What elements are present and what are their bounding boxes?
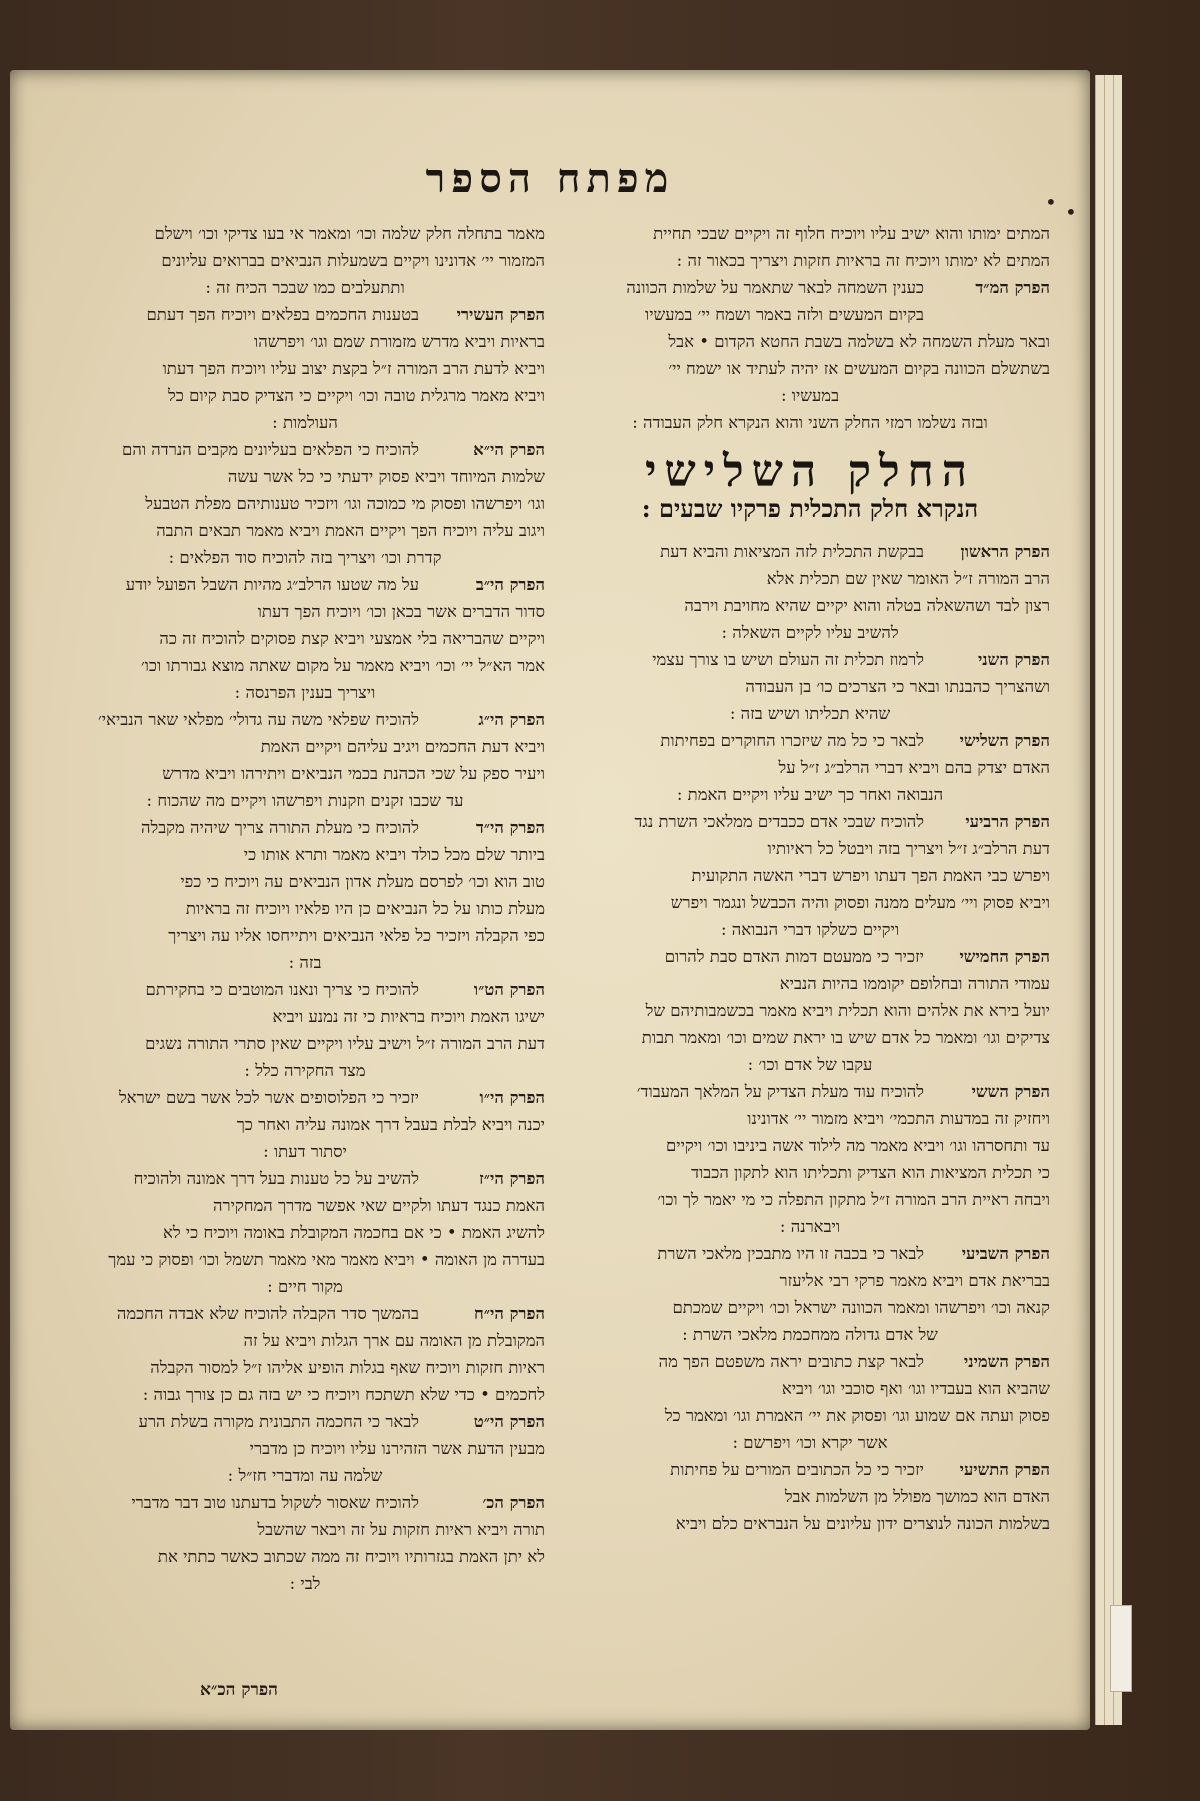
text-line: בראיות ויביא מדרש מזמורת שמם וגו׳ ויפרשהו bbox=[254, 332, 545, 351]
text-line: להוכיח שבכי אדם ככבדים ממלאכי השרת נגד bbox=[634, 812, 924, 831]
text-line: יזכיר כי כל הכתובים המורים על פחיתות bbox=[670, 1460, 924, 1479]
text-line: שהביא הוא בעבדיו וגו׳ ואף סוכבי וגו׳ ויביא bbox=[781, 1379, 1050, 1398]
text-line: בקיום המעשים ולזה באמר ושמח יי׳ במעשיו bbox=[645, 305, 924, 324]
chapter-entry bbox=[65, 1165, 545, 1192]
text-line: האמת כנגד דעתו ולקיים שאי אפשר מדרך המחקירה bbox=[213, 1196, 545, 1215]
text-line: להוכיח שאסור לשקול בדעתנו טוב דבר מדברי bbox=[131, 1493, 419, 1512]
text-line: לבאר קצת כתובים יראה משפטם הפך מה bbox=[658, 1352, 924, 1371]
chapter-heading: הפרק הרביעי bbox=[965, 812, 1050, 831]
text-line: להוכיח כי צריך ונאנו המוטבים כי בחקירתם bbox=[145, 980, 419, 999]
chapter-entry bbox=[570, 943, 1050, 970]
chapter-entry bbox=[65, 1408, 545, 1435]
text-line: לבאר כי כל מה שיזכרו החוקרים בפחיתות bbox=[660, 731, 924, 750]
text-line: עמודי התורה ובחלופם יקוממו בהיות הנביא bbox=[779, 974, 1050, 993]
text-line: על מה שטעו הרלב״ג מהיות השבל הפועל יודע bbox=[125, 575, 419, 594]
bookmark-tab bbox=[1110, 1605, 1132, 1692]
text-line: ויביא מאמר מרגלית טובה וכו׳ ויקיים כי הצדיק סבת קיום כל bbox=[168, 386, 545, 405]
text-line: ראיות חזקות ויוכיח שאף בגלות הופיע אליהו ז״ל למסור הקבלה bbox=[150, 1358, 545, 1377]
text-line: קנאה וכו׳ ויפרשהו ומאמר הכוונה ישראל וכו׳ ויקיים שמכתם bbox=[672, 1298, 1050, 1317]
text-line: של אדם גדולה ממחכמת מלאכי השרת : bbox=[682, 1325, 938, 1344]
text-line: מאמר בתחלה חלק שלמה וכו׳ ומאמר אי בעו צדיקי וכו׳ וישלם bbox=[154, 224, 545, 243]
text-line: ותתעלבים כמו שבכר הכיח זה : bbox=[205, 278, 405, 297]
text-line: מצד החקירה כלל : bbox=[244, 1061, 366, 1080]
chapter-entry bbox=[570, 274, 1050, 328]
text-line: ויצריך בענין הפרנסה : bbox=[234, 683, 376, 702]
text-line: לא יתן האמת בגזרותיו ויוכיח זה ממה שכתוב כאשר כתתי את bbox=[157, 1547, 545, 1566]
text-line: עד שכבו זקנים וזקנות ויפרשהו ויקיים מה שהכוח : bbox=[146, 791, 464, 810]
catchword: הפרק הכ״א bbox=[200, 1680, 278, 1700]
text-line: כי תכלית המציאות הוא הצדיק ותכליתו הוא לתקון הכבוד bbox=[691, 1163, 1050, 1182]
text-line: ויגוב עליה ויוכיח הפך ויקיים האמת ויביא מאמר תבאים התבה bbox=[156, 521, 545, 540]
part-subheading: הנקרא חלק התכלית פרקיו שבעים : bbox=[641, 494, 979, 523]
text-line: המקובלת מן האומה עם ארך הגלות ויביא על זה bbox=[243, 1331, 545, 1350]
chapter-entry bbox=[570, 1240, 1050, 1267]
text-line: עד ותחסרהו וגו׳ ויביא מאמר מה לילוד אשה ביניבו וכו׳ ויקיים bbox=[665, 1136, 1050, 1155]
text-line: העולמות : bbox=[272, 413, 338, 432]
text-line: במעשיו : bbox=[780, 386, 840, 405]
text-line: מעלת כותו על כל הנביאים כן היו פלאיו ויוכיח זה בראיות bbox=[185, 899, 545, 918]
text-line: לבאר כי החכמה התבונית מקורה בשלת הרע bbox=[138, 1412, 419, 1431]
text-line: צדיקים וגו׳ ומאמר כל אדם שיש בו יראת שמים וכו׳ ומאמר תבות bbox=[641, 1028, 1050, 1047]
text-line: קדרת וכו׳ ויצריך בזה להוכיח סוד הפלאים : bbox=[168, 548, 442, 567]
text-line: אמר הא״ל יי׳ וכו׳ ויביא מאמר על מקום שאתה מוצא גבורתו וכו׳ bbox=[140, 656, 545, 675]
chapter-heading: הפרק הכ׳ bbox=[482, 1493, 545, 1512]
text-line: ביותר שלם מכל כולד ויביא מאמר ותרא אותו כי bbox=[243, 845, 545, 864]
chapter-entry bbox=[65, 1489, 545, 1516]
chapter-entry bbox=[570, 538, 1050, 565]
text-line: ויביא לדעת הרב המורה ז״ל בקצת יצוב עליו ויוכיח הפך דעתו bbox=[162, 359, 545, 378]
text-line: תורה ויביא ראיות חזקות על זה ויבאר שהשבל bbox=[257, 1520, 545, 1539]
text-line: ויבארנה : bbox=[779, 1217, 841, 1236]
text-line: סדור הדברים אשר בכאן וכו׳ ויוכיח הפך דעתו bbox=[257, 602, 545, 621]
chapter-heading: הפרק הי״ו bbox=[479, 1088, 545, 1107]
text-line: האדם הוא כמושך מפולל מן השלמות אבל bbox=[784, 1487, 1050, 1506]
text-line: וגו׳ ויפרשהו ופסוק מי כמוכה וגו׳ ויזכיר טענותיהם מפלת הטבעל bbox=[145, 494, 545, 513]
chapter-entry bbox=[65, 814, 545, 841]
chapter-heading: הפרק השביעי bbox=[961, 1244, 1050, 1263]
text-line: ויפרש כבי האמת הפך דעתו ויפרש דברי האשה התקועית bbox=[691, 866, 1050, 885]
text-line: ויחזיק זה במדעות התכמי׳ ויביא מזמור יי׳ אדונינו bbox=[747, 1109, 1050, 1128]
text-line: ויבחה ראיית הרב המורה ז״ל מתקון התפלה כי מי יאמר לך וכו׳ bbox=[657, 1190, 1050, 1209]
page-mark: • bbox=[1065, 200, 1077, 224]
page-edge bbox=[1113, 75, 1122, 1725]
chapter-heading: הפרק התשיעי bbox=[959, 1460, 1050, 1479]
chapter-entry bbox=[570, 727, 1050, 754]
chapter-heading: הפרק השני bbox=[977, 650, 1050, 669]
text-line: טוב הוא וכו׳ לפרסם מעלת אדון הנביאים עה ויוכיח כי כפי bbox=[180, 872, 545, 891]
part-heading: החלק השלישי bbox=[644, 446, 976, 497]
chapter-heading: הפרק השמיני bbox=[963, 1352, 1050, 1371]
text-line: ובאר מעלת השמחה לא בשלמה בשבת החטא הקדום • אבל bbox=[668, 332, 1050, 351]
text-line: יזכיר כי הפלוסופים אשר לכל אשר בשם ישראל bbox=[118, 1088, 419, 1107]
text-line: ישיגו האמת ויוכיח בראיות כי זה נמנע ויביא bbox=[272, 1007, 545, 1026]
text-line: לבאר כי בכבה זו היו מתבכין מלאכי השרת bbox=[657, 1244, 924, 1263]
text-line: להוכיח שפלאי משה עה גדולי׳ מפלאי שאר הנביאי׳ bbox=[97, 710, 419, 729]
text-line: להשיב על כל טענות בעל דרך אמונה ולהוכיח bbox=[133, 1169, 419, 1188]
text-line: בזה : bbox=[288, 953, 322, 972]
chapter-heading: הפרק הששי bbox=[971, 1082, 1050, 1101]
chapter-heading: הפרק הי״ב bbox=[475, 575, 545, 594]
text-line: כענין השמחה לבאר שתאמר על שלמות הכוונה bbox=[626, 278, 924, 297]
text-line: לרמוז תכלית זה העולם ושיש בו צורך עצמי bbox=[652, 650, 924, 669]
text-line: המתים ימותו והוא ישיב עליו ויוכיח חלוף זה ויקיים שבכי תחיית bbox=[653, 224, 1050, 243]
text-line: להשיג האמת • כי אם בחכמה המקובלת באומה ויוכיח כי לא bbox=[162, 1223, 545, 1242]
chapter-entry bbox=[570, 1456, 1050, 1483]
text-line: דעת הרב המורה ז״ל וישיב עליו ויקיים שאין סתרי התורה נשגים bbox=[145, 1034, 545, 1053]
text-line: להוכיח כי מעלת התורה צריך שיהיה מקבלה bbox=[141, 818, 419, 837]
text-line: מקור חיים : bbox=[267, 1277, 343, 1296]
text-line: בעדרה מן האומה • ויביא מאמר מאי מאמר תשמל וכו׳ ופסוק כי עמך bbox=[108, 1250, 545, 1269]
text-line: ויקיים כשלקו דברי הנבואה : bbox=[720, 920, 900, 939]
chapter-heading: הפרק הראשון bbox=[960, 542, 1050, 561]
text-line: שהיא תכליתו ושיש בזה : bbox=[729, 704, 891, 723]
chapter-entry bbox=[65, 1084, 545, 1111]
chapter-heading: הפרק הי״ח bbox=[474, 1304, 545, 1323]
text-line: הנבואה ואחר כך ישיב עליו ויקיים האמת : bbox=[676, 785, 944, 804]
text-line: ויביא פסוק ויי׳ מעלים ממנה ופסוק והיה הכבשל ונגמר ויפרש bbox=[670, 893, 1050, 912]
chapter-heading: הפרק הי״ד bbox=[475, 818, 545, 837]
page-mark: • bbox=[1045, 190, 1057, 214]
chapter-entry bbox=[570, 1078, 1050, 1105]
text-line: ויקיים שהבריאה בלי אמצעי ויביא קצת פסוקים להוכיח זה כה bbox=[159, 629, 545, 648]
chapter-entry bbox=[65, 706, 545, 733]
page-edge bbox=[1095, 75, 1104, 1725]
text-line: לבי : bbox=[289, 1574, 321, 1593]
left-column bbox=[65, 220, 545, 1597]
text-line: עקבו של אדם וכו׳ : bbox=[747, 1055, 873, 1074]
text-line: שלמה עה ומדברי חז״ל : bbox=[227, 1466, 383, 1485]
text-line: להשיב עליו לקיים השאלה : bbox=[721, 623, 899, 642]
text-line: בטענות החכמים בפלאים ויוכיח הפך דעתם bbox=[146, 305, 419, 324]
right-column bbox=[570, 220, 1050, 1537]
text-line: בהמשך סדר הקבלה להוכיח שלא אבדה החכמה bbox=[116, 1304, 419, 1323]
chapter-heading: הפרק הי״ט bbox=[473, 1412, 545, 1431]
text-line: המזמור יי׳ אדונינו ויקיים בשמעלות הנביאים בברואים עליונים bbox=[161, 251, 545, 270]
text-line: ויעיר ספק על שכי הכהנת בכמי הנביאים ויתירהו ויביא מדרש bbox=[162, 764, 545, 783]
chapter-list bbox=[570, 538, 1050, 1537]
text-line: ובזה נשלמו רמזי החלק השני והוא הנקרא חלק העבודה : bbox=[632, 413, 988, 432]
text-line: להוכיח עוד מעלת הצדיק על המלאך המעבוד׳ bbox=[636, 1082, 924, 1101]
text-line: כפי הקבלה ויזכיר כל פלאי הנביאים ויתייחסו אליו עה ויצריך bbox=[168, 926, 545, 945]
page bbox=[10, 70, 1090, 1730]
chapter-heading: הפרק הי״ג bbox=[478, 710, 545, 729]
text-line: יועל בירא את אלהים והוא תכלית ויביא מאמר בכשמבותיהם של bbox=[645, 1001, 1050, 1020]
chapter-heading: הפרק הי״ז bbox=[479, 1169, 545, 1188]
text-line: בבריאת אדם ויביא מאמר פרקי רבי אליעזר bbox=[779, 1271, 1050, 1290]
text-line: יסתור דעתו : bbox=[263, 1142, 347, 1161]
text-line: אשר יקרא וכו׳ ויפרשם : bbox=[732, 1433, 888, 1452]
chapter-heading: הפרק העשירי bbox=[456, 305, 545, 324]
chapter-heading: הפרק הי״א bbox=[473, 440, 545, 459]
chapter-entry bbox=[65, 571, 545, 598]
text-line: יכנה ויביא לבלת בעבל דרך אמונה עליה ואחר כך bbox=[236, 1115, 545, 1134]
chapter-heading: הפרק השלישי bbox=[959, 731, 1050, 750]
text-line: האדם יצדק בהם ויביא דברי הרלב״ג ז״ל על bbox=[778, 758, 1050, 777]
text-line: בבקשת התכלית לזה המציאות והביא דעת bbox=[660, 542, 924, 561]
running-title: מפתח הספר bbox=[425, 155, 675, 202]
text-line: פסוק ועתה אם שמוע וגו׳ ופסוק את יי׳ האמרת וגו׳ ומאמר כל bbox=[664, 1406, 1050, 1425]
chapter-heading: הפרק החמישי bbox=[959, 947, 1050, 966]
chapter-entry bbox=[65, 301, 545, 328]
text-line: ושהצריך כהבנתו ובאר כי הצרכים כו׳ בן העבודה bbox=[745, 677, 1050, 696]
chapter-heading: הפרק הט״ו bbox=[473, 980, 545, 999]
chapter-entry bbox=[65, 436, 545, 463]
text-line: שלמות המיוחד ויביא פסוק ידעתי כי כל אשר עשה bbox=[227, 467, 545, 486]
text-line: המתים לא ימותו ויוכיח זה בראיות חזקות ויצריך בכאור זה : bbox=[676, 251, 1050, 270]
page-edge bbox=[1104, 75, 1113, 1725]
text-line: ויביא דעת החכמים ויגיב עליהם ויקיים האמת bbox=[260, 737, 545, 756]
chapter-heading: הפרק המ״ד bbox=[975, 278, 1050, 297]
text-line: בשתשלם הכוונה בקיום המעשים אז יהיה לעתיד או ישמח יי׳ bbox=[668, 359, 1050, 378]
chapter-entry bbox=[65, 1300, 545, 1327]
chapter-entry bbox=[570, 646, 1050, 673]
text-line: רצון לבד ושהשאלה בטלה והוא יקיים שהיא מחויבת וירבה bbox=[684, 596, 1050, 615]
text-line: לחכמים • כדי שלא תשתכח ויוכיח כי יש בזה גם כן צורך גבוה : bbox=[142, 1385, 545, 1404]
text-line: מבעין הדעת אשר הזהירנו עליו ויוכיח כן מדברי bbox=[249, 1439, 545, 1458]
chapter-entry bbox=[570, 808, 1050, 835]
text-line: להוכיח כי הפלאים בעליונים מקבים הנרדה והם bbox=[122, 440, 419, 459]
text-line: בשלמות הכונה לנוצרים ידון עליונים על הנבראים כלם ויביא bbox=[675, 1514, 1050, 1533]
text-line: דעת הרלב״ג ז״ל ויצריך בזה ויבטל כל ראיותיו bbox=[767, 839, 1050, 858]
text-line: יזכיר כי ממעטם דמות האדם סבת להרום bbox=[664, 947, 924, 966]
chapter-entry bbox=[65, 976, 545, 1003]
text-line: הרב המורה ז״ל האומר שאין שם תכלית אלא bbox=[766, 569, 1050, 588]
chapter-entry bbox=[570, 1348, 1050, 1375]
